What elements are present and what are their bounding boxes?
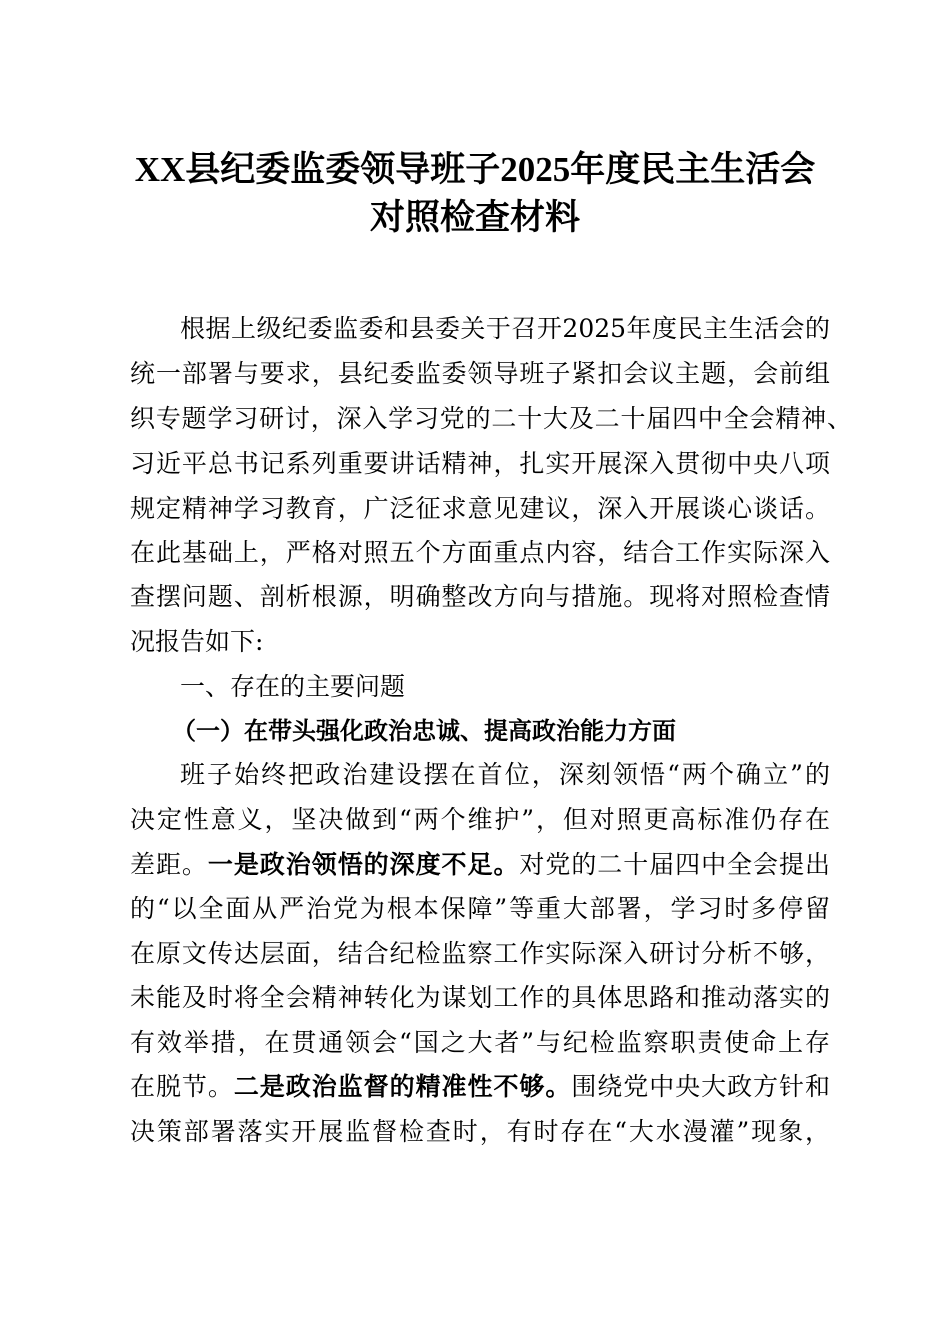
text-line xyxy=(130,983,830,1013)
document-title-line-1: XX县纪委监委领导班子2025年度民主生活会 xyxy=(134,150,816,189)
text-line xyxy=(130,1117,830,1147)
text-line xyxy=(130,404,852,434)
text-line xyxy=(130,805,830,835)
text-segment: 未能及时将全会精神转化为谋划工作的具体思路和推动落实的 xyxy=(130,983,830,1012)
text-segment: 差距。 xyxy=(130,850,208,879)
text-segment: 围绕党中央大政方针和 xyxy=(571,1072,830,1101)
text-line xyxy=(130,627,830,657)
text-segment: 况报告如下: xyxy=(130,627,264,656)
text-line xyxy=(180,314,830,344)
text-segment: 习近平总书记系列重要讲话精神，扎实开展深入贯彻中央八项 xyxy=(130,449,830,478)
text-line xyxy=(130,494,830,524)
text-segment: 班子始终把政治建设摆在首位，深刻领悟“两个确立”的 xyxy=(180,760,830,789)
text-line xyxy=(130,894,830,924)
text-segment: 在原文传达层面，结合纪检监察工作实际深入研讨分析不够， xyxy=(130,939,830,968)
text-segment: 对党的二十届四中全会提出 xyxy=(519,850,830,879)
text-segment: 统一部署与要求，县纪委监委领导班子紧扣会议主题，会前组 xyxy=(130,359,830,388)
text-line xyxy=(130,939,830,969)
text-line xyxy=(130,449,830,479)
text-segment: 查摆问题、剖析根源，明确整改方向与措施。现将对照检查情 xyxy=(130,582,830,611)
text-segment: 根据上级纪委监委和县委关于召开2025年度民主生活会的 xyxy=(180,314,830,343)
text-segment: 有效举措，在贯通领会“国之大者”与纪检监察职责使命上存 xyxy=(130,1028,830,1057)
text-line xyxy=(130,1072,830,1102)
text-segment: 决策部署落实开展监督检查时，有时存在“大水漫灌”现象， xyxy=(130,1117,830,1146)
section-heading: 一、存在的主要问题 xyxy=(180,672,406,701)
bold-phrase: 二是政治监督的精准性不够。 xyxy=(233,1072,572,1101)
document-title-line-2: 对照检查材料 xyxy=(369,198,580,237)
bold-phrase: 一是政治领悟的深度不足。 xyxy=(207,850,520,879)
text-line xyxy=(130,850,830,880)
text-line xyxy=(130,582,830,612)
text-segment: 规定精神学习教育，广泛征求意见建议，深入开展谈心谈话。 xyxy=(130,494,830,523)
text-segment: 的“以全面从严治党为根本保障”等重大部署，学习时多停留 xyxy=(130,894,830,923)
text-line xyxy=(130,359,830,389)
text-segment: 在此基础上，严格对照五个方面重点内容，结合工作实际深入 xyxy=(130,538,830,567)
text-line xyxy=(130,1028,830,1058)
text-segment: 在脱节。 xyxy=(130,1072,234,1101)
text-segment: 织专题学习研讨，深入学习党的二十大及二十届四中全会精神、 xyxy=(130,404,852,433)
subsection-heading: （一）在带头强化政治忠诚、提高政治能力方面 xyxy=(172,716,676,745)
text-line xyxy=(180,760,830,790)
text-line xyxy=(130,538,830,568)
text-segment: 决定性意义，坚决做到“两个维护”，但对照更高标准仍存在 xyxy=(130,805,830,834)
